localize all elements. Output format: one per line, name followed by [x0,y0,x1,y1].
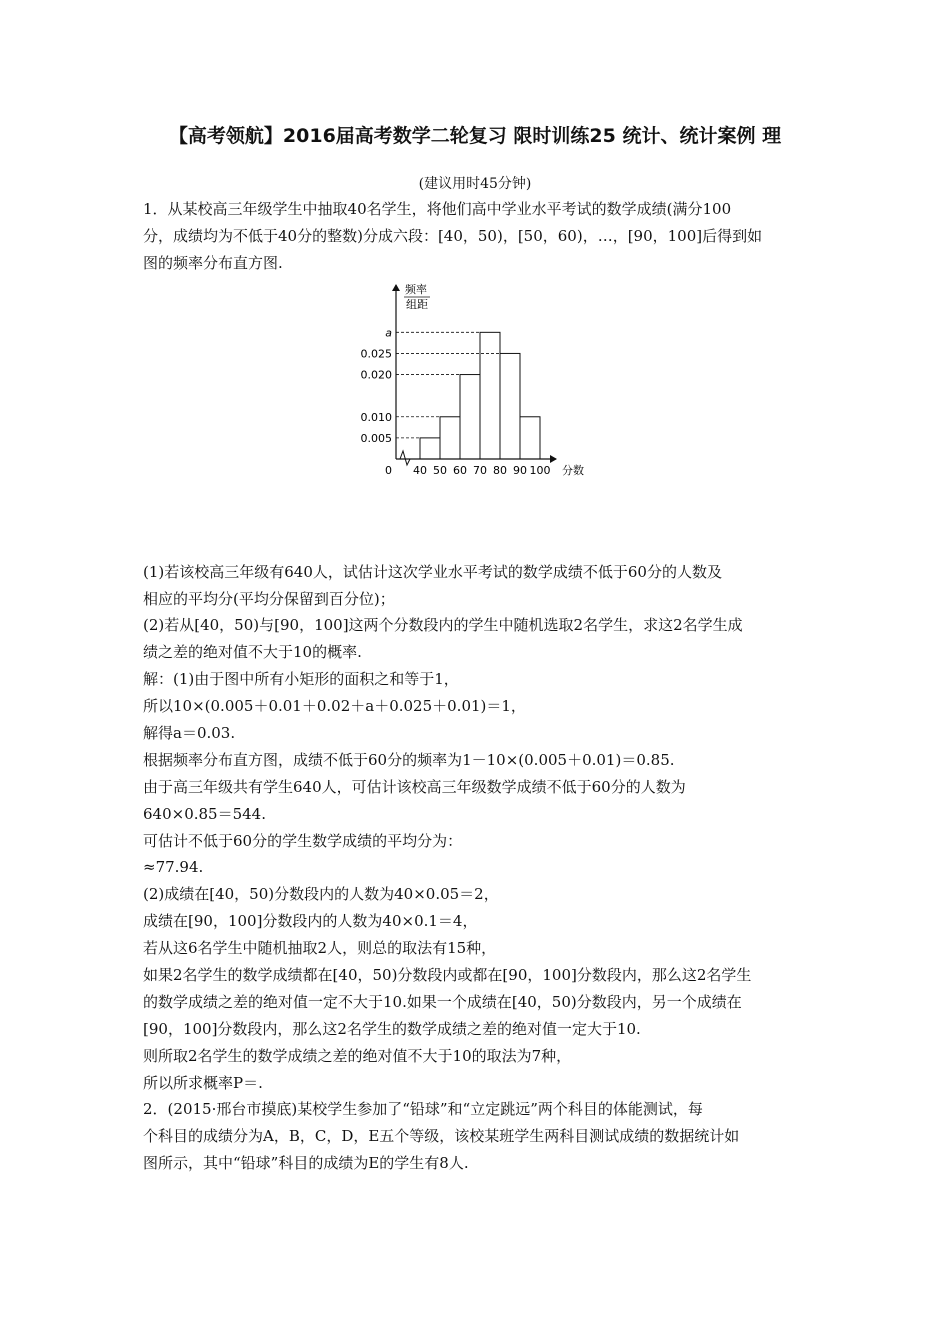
axis-break-mark [400,451,410,465]
histogram-figure [143,277,811,559]
x-tick-label: 80 [493,463,507,477]
text-line: 所以10×(0.005＋0.01＋0.02＋a＋0.025＋0.01)＝1， [143,697,526,716]
text-line: 解得a＝0.03. [143,724,236,743]
histogram-bar [460,374,480,458]
x-tick-label: 60 [453,463,467,477]
text-line: 640×0.85＝544. [143,804,266,823]
text-line: (2)若从[40，50)与[90，100]这两个分数段内的学生中随机选取2名学生，求这2名学生成 [143,616,743,635]
x-tick-label: 100 [529,463,551,477]
text-line: 解：(1)由于图中所有小矩形的面积之和等于1， [143,670,459,689]
x-tick-label: 70 [473,463,487,477]
origin-label: 0 [385,463,392,477]
histogram-bar [420,438,440,459]
text-line: 由于高三年级共有学生640人，可估计该校高三年级数学成绩不低于60分的人数为 [143,777,686,796]
text-line: (1)若该校高三年级有640人，试估计这次学业水平考试的数学成绩不低于60分的人数及 [143,562,722,581]
histogram-bar [500,353,520,459]
document-body [143,196,811,1177]
text-line: (2)成绩在[40，50)分数段内的人数为40×0.05＝2， [143,885,499,904]
text-line: ≈77.94. [143,858,204,877]
y-axis-label-bottom: 组距 [406,297,428,311]
y-tick-label: a [385,326,392,340]
histogram-bar [520,416,540,458]
y-axis-label-top: 频率 [405,282,427,296]
text-line: 图的频率分布直方图. [143,253,283,272]
text-line: 个科目的成绩分为A，B，C，D，E五个等级，该校某班学生两科目测试成绩的数据统计如 [143,1127,740,1146]
text-line: 成绩在[90，100]分数段内的人数为40×0.1＝4， [143,912,478,931]
y-tick-label: 0.025 [360,347,392,361]
frequency-histogram [356,279,586,489]
y-tick-label: 0.005 [360,431,392,445]
text-line: 1．从某校高三年级学生中抽取40名学生，将他们高中学业水平考试的数学成绩(满分100 [143,200,732,218]
x-tick-label: 50 [433,463,447,477]
histogram-bar [480,332,500,459]
text-line: 分，成绩均为不低于40分的整数)分成六段：[40，50)，[50，60)，…，[90，100]后得到如 [143,226,763,245]
y-tick-label: 0.020 [360,368,392,382]
histogram-bar [440,416,460,458]
x-tick-label: 90 [513,463,527,477]
text-line: 绩之差的绝对值不大于10的概率. [143,643,362,662]
text-line: 图所示，其中“铅球”科目的成绩为E的学生有8人. [143,1154,469,1173]
text-line: 如果2名学生的数学成绩都在[40，50)分数段内或都在[90，100]分数段内，那么这2名学生 [143,966,752,985]
x-tick-label: 40 [413,463,427,477]
text-line: 2．(2015·邢台市摸底)某校学生参加了“铅球”和“立定跳远”两个科目的体能测试，每 [143,1100,703,1119]
document-title: 【高考领航】2016届高考数学二轮复习 限时训练25 统计、统计案例 理 [168,125,782,147]
suggested-time: (建议用时45分钟) [418,176,532,192]
text-line: 的数学成绩之差的绝对值一定不大于10.如果一个成绩在[40，50)分数段内，另一个成绩在 [143,992,742,1011]
y-tick-label: 0.010 [360,410,392,424]
text-line: 相应的平均分(平均分保留到百分位)； [143,589,395,608]
question-1-solution-and-question-2 [143,559,811,1177]
text-line: 若从这6名学生中随机抽取2人，则总的取法有15种， [143,939,497,958]
text-line: 所以所求概率P＝. [143,1073,263,1092]
text-line: 根据频率分布直方图，成绩不低于60分的频率为1－10×(0.005＋0.01)＝0.85. [143,750,675,769]
question-1-intro [143,196,811,277]
text-line: 则所取2名学生的数学成绩之差的绝对值不大于10的取法为7种， [143,1046,572,1065]
text-line: 可估计不低于60分的学生数学成绩的平均分为： [143,831,463,850]
x-axis-label: 分数 [562,463,584,477]
text-line: [90，100]分数段内，那么这2名学生的数学成绩之差的绝对值一定大于10. [143,1019,641,1038]
